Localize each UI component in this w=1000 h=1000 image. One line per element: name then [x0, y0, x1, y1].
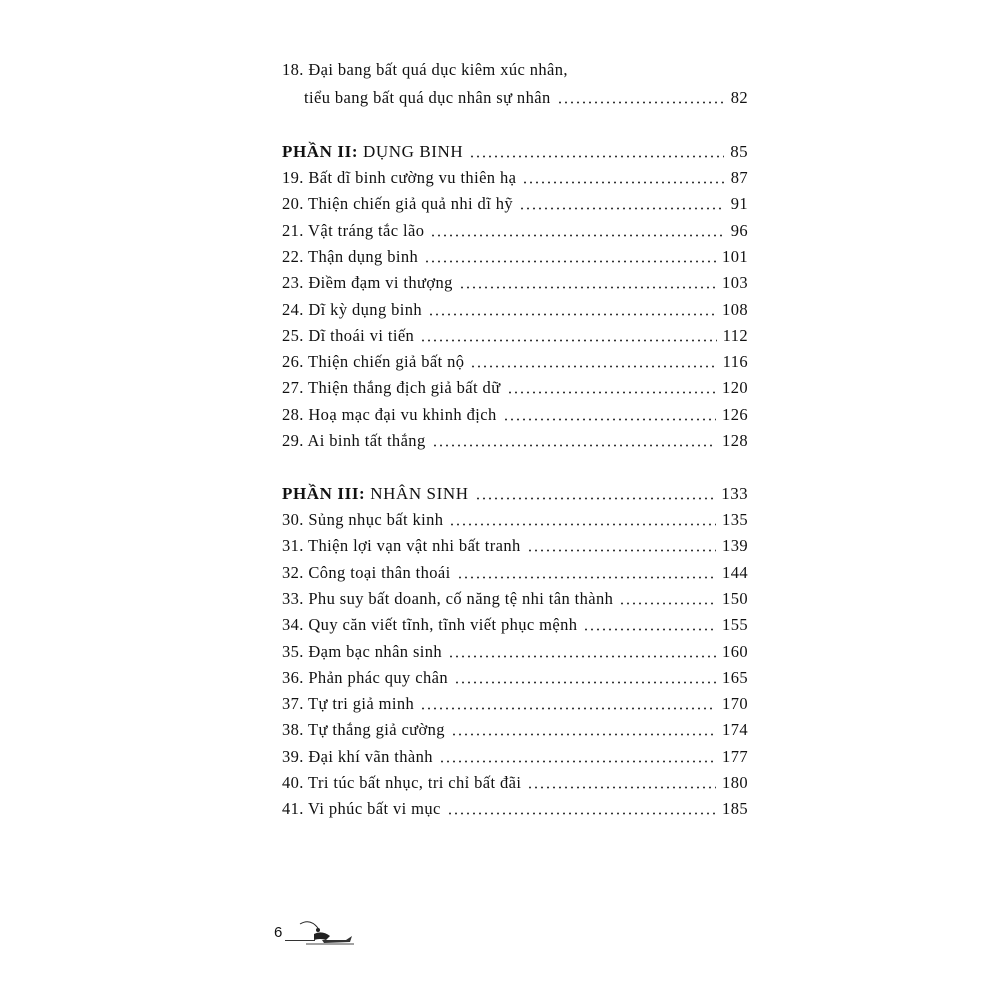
toc-entry-text: 25. Dĩ thoái vi tiến	[282, 325, 415, 345]
toc-entry	[282, 585, 748, 609]
dot-leader	[430, 234, 724, 237]
toc-page-number: 128	[722, 431, 748, 450]
toc-page-number: 139	[722, 536, 748, 556]
toc-entry	[282, 769, 748, 793]
toc-entry-18-line2	[304, 84, 748, 108]
toc-page-number: 91	[730, 194, 748, 214]
toc-page-number: 82	[730, 88, 748, 107]
fisherman-ornament-icon	[296, 918, 360, 948]
dot-leader	[447, 812, 716, 815]
toc-page-number: 85	[730, 142, 748, 161]
toc-entry-text: 19. Bất dĩ binh cường vu thiên hạ	[282, 168, 517, 187]
toc-entry	[282, 322, 748, 346]
toc-entry	[282, 401, 748, 425]
toc-page-number: 120	[722, 378, 748, 398]
toc-entry-18-line1	[282, 56, 748, 80]
toc-entry-text: 28. Hoạ mạc đại vu khinh địch	[282, 404, 497, 424]
toc-entry	[282, 506, 748, 530]
toc-entry-text: 21. Vật tráng tắc lão	[282, 220, 425, 240]
toc-entry-text: 26. Thiện chiến giả bất nộ	[282, 352, 465, 372]
toc-page-number: 116	[722, 352, 748, 372]
toc-page-number: 144	[722, 562, 748, 582]
toc-page-number: 103	[722, 273, 748, 293]
toc-entry-text: 37. Tự tri giả minh	[282, 694, 415, 714]
toc-page-number: 155	[722, 615, 748, 635]
toc-page-number: 96	[730, 220, 748, 240]
toc-entry-text: 30. Sủng nhục bất kinh	[282, 510, 444, 529]
toc-page-number: 112	[722, 325, 748, 345]
toc-page-number: 150	[722, 588, 748, 608]
dot-leader	[469, 155, 724, 158]
toc-entry-text: 18. Đại bang bất quá dục kiêm xúc nhân,	[282, 60, 568, 79]
dot-leader	[424, 260, 716, 263]
dot-leader	[527, 549, 716, 552]
toc-entry-text: 32. Công toại thân thoái	[282, 562, 451, 582]
toc-entry	[282, 716, 748, 740]
dot-leader	[451, 733, 716, 736]
toc-entry-text: 22. Thận dụng binh	[282, 246, 419, 266]
toc-entry	[282, 664, 748, 688]
dot-leader	[432, 444, 716, 447]
dot-leader	[619, 602, 716, 605]
dot-leader	[439, 760, 716, 763]
part-label: PHẦN III:	[282, 484, 366, 503]
toc-entry-text: 29. Ai binh tất thắng	[282, 431, 426, 450]
toc-entry	[282, 743, 748, 767]
part-label: PHẦN II:	[282, 142, 359, 161]
part-heading-3	[282, 480, 748, 504]
toc-page-number: 108	[722, 299, 748, 319]
toc-entry-text: tiểu bang bất quá dục nhân sự nhân	[304, 88, 551, 107]
toc-page-number: 126	[722, 404, 748, 424]
toc-entry-text: 38. Tự thắng giả cường	[282, 720, 445, 740]
toc-entry-text: 23. Điềm đạm vi thượng	[282, 273, 453, 293]
toc-entry-text: 20. Thiện chiến giả quả nhi dĩ hỹ	[282, 194, 514, 214]
toc-entry-text: 31. Thiện lợi vạn vật nhi bất tranh	[282, 536, 521, 556]
toc-page-number: 180	[722, 773, 748, 792]
toc-entry	[282, 243, 748, 267]
toc-entry-text: 35. Đạm bạc nhân sinh	[282, 641, 443, 661]
toc-entry	[282, 348, 748, 372]
dot-leader	[507, 391, 717, 394]
toc-page-number: 185	[722, 799, 748, 819]
dot-leader	[503, 418, 716, 421]
footer-page-number: 6	[274, 924, 283, 941]
dot-leader	[448, 655, 716, 658]
toc-page-number: 101	[722, 246, 748, 266]
toc-entry	[282, 164, 748, 188]
toc-page-number: 174	[722, 720, 748, 740]
toc-entry-text: 40. Tri túc bất nhục, tri chỉ bất đãi	[282, 773, 522, 792]
toc-page-number: 133	[721, 484, 748, 503]
toc-entry	[282, 217, 748, 241]
toc-entry	[282, 374, 748, 398]
toc-entry	[282, 638, 748, 662]
toc-entry	[282, 690, 748, 714]
dot-leader	[470, 365, 716, 368]
dot-leader	[522, 181, 724, 184]
dot-leader	[428, 313, 716, 316]
toc-entry	[282, 795, 748, 819]
toc-entry	[282, 559, 748, 583]
dot-leader	[420, 339, 716, 342]
toc-entry-text: 27. Thiện thắng địch giả bất dữ	[282, 378, 501, 398]
toc-page-number: 135	[722, 510, 748, 529]
dot-leader	[583, 628, 716, 631]
dot-leader	[457, 576, 716, 579]
dot-leader	[527, 786, 716, 789]
dot-leader	[459, 286, 716, 289]
toc-entry-text: 41. Vi phúc bất vi mục	[282, 799, 441, 819]
toc-page-number: 165	[722, 667, 748, 687]
dot-leader	[475, 497, 716, 500]
toc-entry-text: 33. Phu suy bất doanh, cố năng tệ nhi tân thành	[282, 588, 614, 608]
toc-entry	[282, 190, 748, 214]
toc-page-number: 160	[722, 641, 748, 661]
toc-entry	[282, 427, 748, 451]
dot-leader	[420, 707, 716, 710]
dot-leader	[454, 681, 716, 684]
dot-leader	[519, 207, 725, 210]
toc-page-number: 170	[722, 694, 748, 714]
toc-entry	[282, 611, 748, 635]
toc-entry	[282, 296, 748, 320]
toc-entry-text: 36. Phản phác quy chân	[282, 667, 448, 687]
part-heading-2	[282, 138, 748, 162]
dot-leader	[449, 523, 716, 526]
toc-entry-text: 24. Dĩ kỳ dụng binh	[282, 299, 423, 319]
toc-entry-text: 39. Đại khí vãn thành	[282, 746, 433, 766]
toc-entry	[282, 269, 748, 293]
part-title: NHÂN SINH	[370, 484, 469, 503]
part-title: DỤNG BINH	[362, 142, 464, 161]
toc-page-number: 177	[722, 746, 748, 766]
toc-entry	[282, 532, 748, 556]
toc-entry-text: 34. Quy căn viết tĩnh, tĩnh viết phục mệnh	[282, 615, 578, 635]
dot-leader	[557, 101, 725, 104]
toc-page-number: 87	[730, 168, 748, 187]
